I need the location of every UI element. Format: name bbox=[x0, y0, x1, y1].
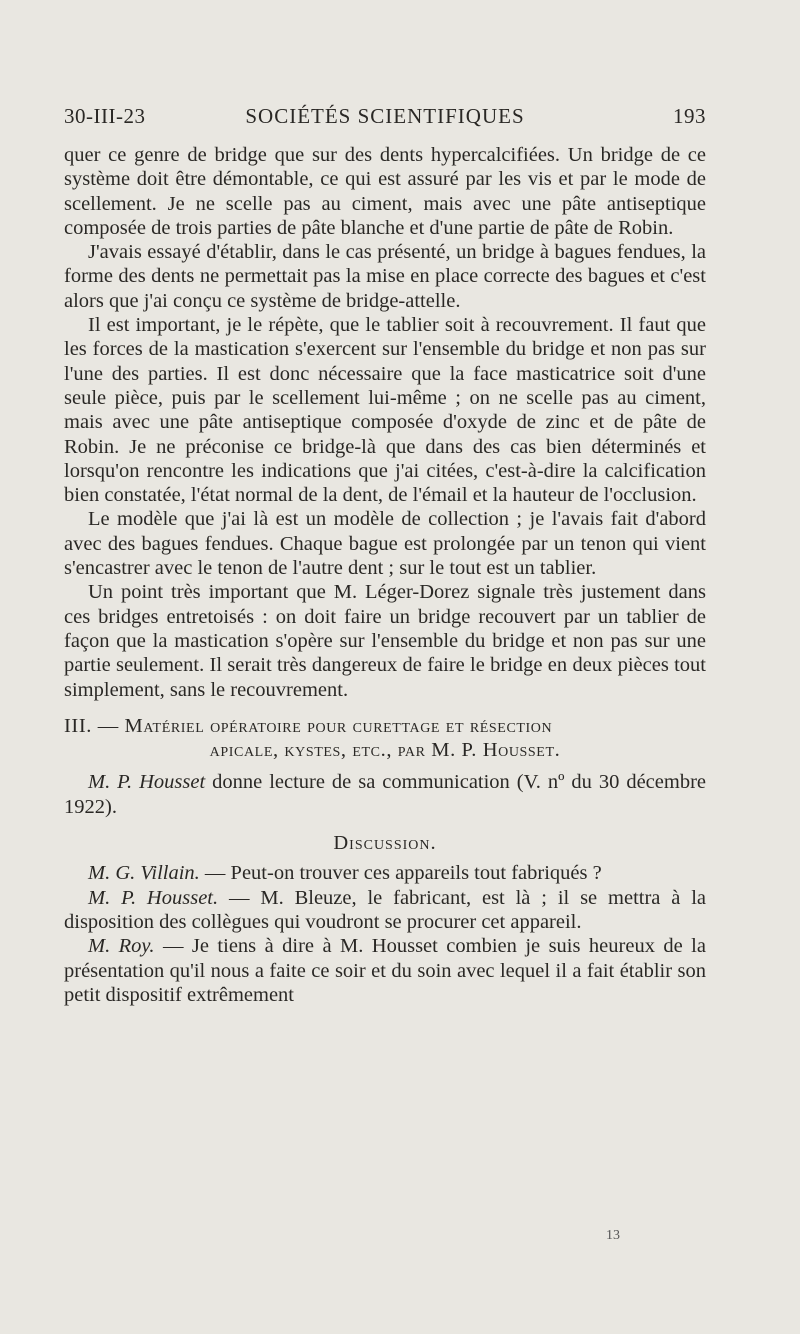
speaker-name: M. Roy. bbox=[88, 935, 155, 958]
discussion-text: — Je tiens à dire à M. Housset combien je suis heureux de la présentation qu'il nous a faite ce soir et du soin avec lequel il a fait établir son petit dispositif extrêmement bbox=[64, 935, 706, 1006]
paragraph-1: quer ce genre de bridge que sur des dents hypercalcifiées. Un bridge de ce système doit être démontable, ce qui est assuré par les vis et par le mode de scellement. Je ne scelle pas au ciment, mais avec une pâte antiseptique composée de trois parties de pâte blanche et d'une partie de pâte de Robin. bbox=[64, 144, 706, 239]
paragraph-3: Il est important, je le répète, que le tablier soit à recouvrement. Il faut que les forces de la mastication s'exercent sur l'ensemble du bridge et non pas sur l'une des parties. Il est donc nécessaire que la face masticatrice soit d'une seule pièce, puis par le scellement lui-même ; on ne scelle pas au ciment, mais avec une pâte antiseptique composée d'oxyde de zinc et de pâte de Robin. Je ne préconise ce bridge-là que dans des cas bien déterminés et lorsqu'on rencontre les indications que j'ai citées, c'est-à-dire la calcification bien constatée, l'état normal de la dent, de l'émail et la hauteur de l'occlusion. bbox=[64, 314, 706, 507]
speaker-name: M. P. Housset bbox=[88, 771, 206, 794]
section-title bbox=[64, 714, 706, 763]
running-header bbox=[64, 104, 706, 134]
signature-mark: 13 bbox=[606, 1228, 620, 1243]
page-number: 193 bbox=[673, 104, 706, 128]
discussion-text: — Peut-on trouver ces appareils tout fabriqués ? bbox=[199, 862, 602, 885]
discussion-entry bbox=[64, 934, 706, 1007]
communication-text: donne lecture de sa communication (V. nº du 30 décembre 1922). bbox=[64, 771, 706, 818]
speaker-name: M. P. Housset. bbox=[88, 886, 219, 909]
paragraph-5: Un point très important que M. Léger-Dorez signale très justement dans ces bridges entretoisés : on doit faire un bridge recouvert par un tablier de façon que la mastication s'opère sur l'ensemble du bridge et non pas sur une partie seulement. Il serait très dangereux de faire le bridge en deux pièces tout simplement, sans le recouvrement. bbox=[64, 581, 706, 701]
section-title-line-1: III. — Matériel opératoire pour curettage et résection bbox=[64, 714, 553, 737]
section-title-line-2: apicale, kystes, etc., par M. P. Housset. bbox=[209, 739, 561, 762]
header-title: SOCIÉTÉS SCIENTIFIQUES bbox=[245, 104, 525, 128]
body-text bbox=[64, 143, 706, 1007]
speaker-name: M. G. Villain. bbox=[88, 862, 200, 885]
paragraph-4: Le modèle que j'ai là est un modèle de collection ; je l'avais fait d'abord avec des bagues fendues. Chaque bague est prolongée par un tenon qui vient s'encastrer avec le tenon de l'autre dent ; sur le tout est un tablier. bbox=[64, 508, 706, 580]
discussion-heading: Discussion. bbox=[333, 832, 437, 855]
header-date: 30-III-23 bbox=[64, 104, 146, 128]
paragraph-2: J'avais essayé d'établir, dans le cas présenté, un bridge à bagues fendues, la forme des dents ne permettait pas la mise en place correcte des bagues et c'est alors que j'ai conçu ce système de bridge-attelle. bbox=[64, 241, 706, 312]
discussion-entry bbox=[64, 861, 706, 885]
discussion-entry bbox=[64, 886, 706, 935]
discussion-text: — M. Bleuze, le fabricant, est là ; il se mettra à la disposition des collègues qui voudront se procurer cet appareil. bbox=[64, 886, 707, 933]
communication-paragraph bbox=[64, 770, 706, 819]
